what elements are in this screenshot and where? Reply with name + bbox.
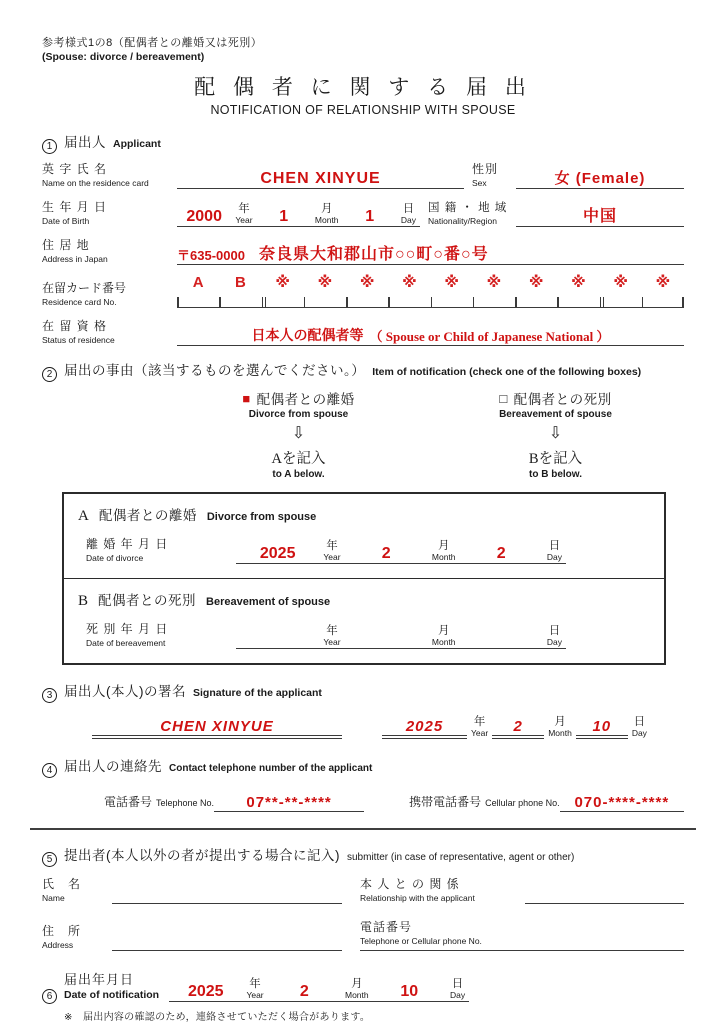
divorce-checkbox: ■ xyxy=(242,390,251,406)
notification-date-field xyxy=(169,978,469,1002)
sex-label: 性別 Sex xyxy=(472,162,499,188)
relationship-label: 本 人 と の 関 係 Relationship with the applicant xyxy=(360,877,475,903)
section5-number: 5 xyxy=(42,852,57,867)
card-char: B xyxy=(234,274,246,291)
day-unit: 日 Day xyxy=(631,716,647,738)
signature-field xyxy=(92,715,342,739)
section5-heading-en: submitter (in case of representative, agent or other) xyxy=(347,852,575,863)
birth-day-value: 1 xyxy=(365,207,375,225)
year-unit: 年 Year xyxy=(471,716,489,738)
month-unit: 月 Month xyxy=(431,540,456,562)
confirmation-footnote: ※ 届出内容の確認のため，連絡させていただく場合があります。 xyxy=(64,1012,371,1023)
telephone-field xyxy=(214,788,364,812)
day-unit: 日 Day xyxy=(546,625,563,647)
bereavement-date-field xyxy=(236,625,566,649)
section3-number: 3 xyxy=(42,688,57,703)
notification-date-label: 届出年月日 Date of notification xyxy=(64,972,160,1001)
section3-heading-jp: 届出人(本人)の署名 xyxy=(64,684,186,699)
submitter-name-field xyxy=(112,880,342,904)
notification-month-value: 2 xyxy=(299,982,309,1000)
nationality-field xyxy=(516,203,684,227)
section1-heading-jp: 届出人 xyxy=(64,135,106,150)
submitter-address-label: 住 所 Address xyxy=(42,924,82,950)
card-char: ※ xyxy=(655,274,671,291)
submitter-address-phone-row xyxy=(42,918,684,951)
bereavement-date-row xyxy=(78,620,648,649)
year-unit: 年 Year xyxy=(246,978,264,1000)
divorce-label-en: Divorce from spouse xyxy=(248,409,349,420)
box-a-title-en: Divorce from spouse xyxy=(206,511,317,523)
birth-nationality-row xyxy=(42,198,684,227)
card-char: ※ xyxy=(359,274,375,291)
submitter-address-field xyxy=(112,927,342,951)
notification-date-row xyxy=(42,969,684,1002)
submitter-phone-field xyxy=(360,918,684,951)
name-value: CHEN XINYUE xyxy=(260,170,381,187)
status-field xyxy=(177,322,684,346)
reference-style-line-en: (Spouse: divorce / bereavement) xyxy=(42,51,205,63)
bereavement-date-label: 死 別 年 月 日 Date of bereavement xyxy=(86,622,169,648)
address-value: 奈良県大和郡山市○○町○番○号 xyxy=(258,246,489,263)
section2-heading xyxy=(42,359,684,380)
relationship-field xyxy=(525,880,684,904)
section5-heading-jp: 提出者(本人以外の者が提出する場合に記入) xyxy=(64,848,340,863)
phone-row xyxy=(104,788,684,812)
section1-heading-en: Applicant xyxy=(113,138,161,150)
box-a-title-jp: 配偶者との離婚 xyxy=(98,508,197,523)
submitter-phone-label: 電話番号 Telephone or Cellular phone No. xyxy=(360,920,482,946)
box-a-letter: A xyxy=(78,508,89,524)
birth-field xyxy=(177,203,420,227)
divorce-date-row xyxy=(78,535,648,564)
nationality-value: 中国 xyxy=(582,208,617,225)
signature-value: CHEN XINYUE xyxy=(160,718,274,735)
box-b-bereavement xyxy=(64,578,664,663)
card-char: A xyxy=(192,274,204,291)
name-sex-row xyxy=(42,160,684,189)
reference-style-line-jp: 参考様式1の8（配偶者との離婚又は死別） xyxy=(42,37,263,49)
month-unit: 月 Month xyxy=(314,203,339,225)
notification-day-value: 10 xyxy=(400,982,419,1000)
cellular-field xyxy=(560,788,684,812)
address-postal-value: 〒635-0000 xyxy=(177,248,245,263)
signature-month-value: 2 xyxy=(513,718,523,735)
card-char: ※ xyxy=(275,274,290,291)
bereavement-note-en: to B below. xyxy=(529,469,582,480)
name-field xyxy=(177,165,464,189)
birth-month-value: 1 xyxy=(279,207,289,225)
box-b-letter: B xyxy=(78,593,89,609)
card-char: ※ xyxy=(571,274,586,291)
section4-number: 4 xyxy=(42,763,57,778)
signature-day-value: 10 xyxy=(592,718,612,735)
sex-field xyxy=(516,165,684,189)
bereavement-checkbox: □ xyxy=(499,390,508,406)
box-a-divorce xyxy=(64,494,664,578)
section2-number: 2 xyxy=(42,367,57,382)
form-title-en: NOTIFICATION OF RELATIONSHIP WITH SPOUSE xyxy=(210,103,516,117)
residence-card-label: 在留カード番号 Residence card No. xyxy=(42,281,127,307)
signature-year-field xyxy=(382,715,467,739)
year-unit: 年 Year xyxy=(323,540,341,562)
signature-day-field xyxy=(576,715,628,739)
box-b-title-jp: 配偶者との死別 xyxy=(98,593,197,608)
notification-item-choices xyxy=(170,388,684,480)
birth-year-value: 2000 xyxy=(186,207,222,225)
divorce-note-jp: Aを記入 xyxy=(271,451,326,467)
status-label: 在 留 資 格 Status of residence xyxy=(42,319,115,345)
month-unit: 月 Month xyxy=(345,978,369,1000)
cellular-label: 携帯電話番号 Cellular phone No. xyxy=(409,795,560,809)
divorce-choice xyxy=(170,388,427,480)
address-label: 住 居 地 Address in Japan xyxy=(42,238,108,264)
telephone-label: 電話番号 Telephone No. xyxy=(104,795,215,809)
bereavement-choice xyxy=(427,388,684,480)
divorce-day-value: 2 xyxy=(496,544,506,562)
section4-heading xyxy=(42,755,684,776)
divorce-label-jp: 配偶者との離婚 xyxy=(256,392,355,407)
signature-year-value: 2025 xyxy=(405,718,444,735)
card-char: ※ xyxy=(317,274,333,291)
section4-heading-jp: 届出人の連絡先 xyxy=(64,759,162,774)
signature-month-field xyxy=(492,715,544,739)
section1-number: 1 xyxy=(42,139,57,154)
divorce-bereavement-box xyxy=(62,492,666,665)
card-char: ※ xyxy=(528,274,544,291)
status-of-residence-row xyxy=(42,317,684,346)
section6-number: 6 xyxy=(42,989,57,1004)
residence-card-row xyxy=(42,274,684,308)
residence-card-field xyxy=(177,274,684,308)
box-b-title-en: Bereavement of spouse xyxy=(206,596,331,608)
day-unit: 日 Day xyxy=(449,978,466,1000)
day-unit: 日 Day xyxy=(546,540,563,562)
card-char: ※ xyxy=(444,274,459,291)
signature-row xyxy=(92,715,684,739)
card-char: ※ xyxy=(486,274,502,291)
month-unit: 月 Month xyxy=(548,716,572,738)
status-value-jp: 日本人の配偶者等 xyxy=(251,327,364,343)
divorce-date-field xyxy=(236,540,566,564)
birth-label: 生 年 月 日 Date of Birth xyxy=(42,200,108,226)
down-arrow-icon: ⇩ xyxy=(548,425,563,442)
cellular-value: 070-****-**** xyxy=(574,794,670,811)
status-value-en: （ Spouse or Child of Japanese National ） xyxy=(369,329,610,344)
section5-heading xyxy=(42,844,684,865)
card-char: ※ xyxy=(613,274,628,291)
card-char: ※ xyxy=(402,274,417,291)
submitter-name-label: 氏 名 Name xyxy=(42,877,82,903)
section2-heading-jp: 届出の事由（該当するものを選んでください。） xyxy=(64,363,366,378)
section1-heading xyxy=(42,131,684,152)
section4-heading-en: Contact telephone number of the applicant xyxy=(169,763,373,774)
divorce-year-value: 2025 xyxy=(259,544,296,562)
section-divider xyxy=(30,828,696,830)
name-label: 英 字 氏 名 Name on the residence card xyxy=(42,162,149,188)
form-title-jp: 配 偶 者 に 関 す る 届 出 xyxy=(194,76,532,99)
bereavement-label-en: Bereavement of spouse xyxy=(499,409,612,420)
divorce-month-value: 2 xyxy=(381,544,391,562)
address-row xyxy=(42,236,684,265)
notification-year-value: 2025 xyxy=(187,982,224,1000)
divorce-note-en: to A below. xyxy=(272,469,325,480)
address-field xyxy=(177,241,684,265)
year-unit: 年 Year xyxy=(323,625,341,647)
nationality-label: 国 籍 ・ 地 域 Nationality/Region xyxy=(428,202,508,226)
year-unit: 年 Year xyxy=(235,203,253,225)
down-arrow-icon: ⇩ xyxy=(291,425,306,442)
section3-heading-en: Signature of the applicant xyxy=(193,687,322,699)
month-unit: 月 Month xyxy=(431,625,456,647)
divorce-date-label: 離 婚 年 月 日 Date of divorce xyxy=(86,537,169,563)
sex-value: 女 (Female) xyxy=(554,170,646,187)
bereavement-note-jp: Bを記入 xyxy=(528,451,583,467)
section2-heading-en: Item of notification (check one of the following boxes) xyxy=(372,366,642,378)
bereavement-label-jp: 配偶者との死別 xyxy=(513,392,612,407)
telephone-value: 07**-**-**** xyxy=(246,794,332,811)
day-unit: 日 Day xyxy=(400,203,417,225)
section3-heading xyxy=(42,680,684,701)
submitter-name-relationship-row xyxy=(42,875,684,904)
